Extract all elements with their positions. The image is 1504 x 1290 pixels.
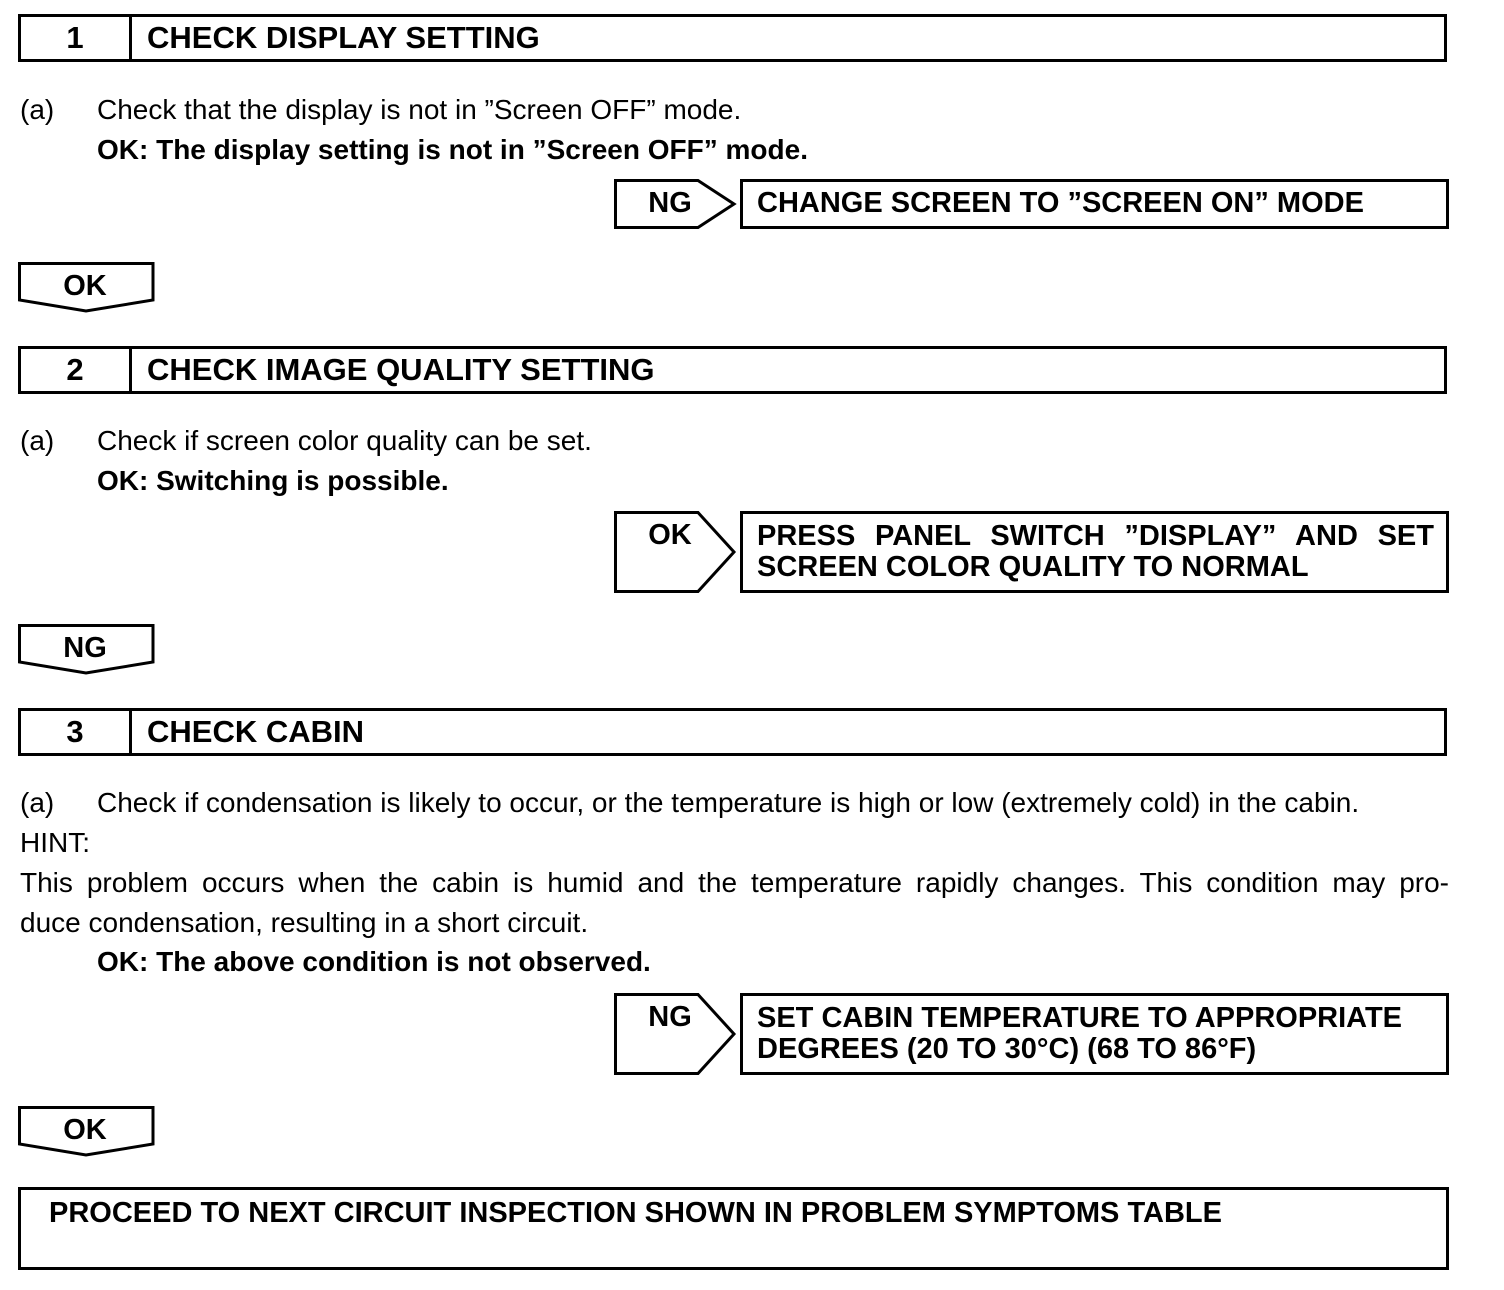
continue-label: NG	[63, 632, 107, 664]
step-3-ok-criterion: OK: The above condition is not observed.	[97, 946, 651, 977]
step-2-header	[18, 346, 1447, 394]
step-number: 2	[21, 349, 132, 391]
step-number: 3	[21, 711, 132, 753]
action-line: PRESS PANEL SWITCH ”DISPLAY” AND SET	[757, 520, 1434, 552]
hint-text-line-1: This problem occurs when the cabin is humid and the temperature rapidly changes. This condition may pro-	[20, 867, 1449, 898]
action-text-line-1	[757, 521, 1434, 552]
item-marker: (a)	[20, 425, 55, 456]
step-2-ok-criterion: OK: Switching is possible.	[97, 465, 449, 496]
hint-label: HINT:	[20, 827, 90, 858]
step-title: CHECK CABIN	[147, 714, 364, 749]
step-1-action-box	[740, 179, 1449, 229]
step-1-header	[18, 14, 1447, 62]
hint-text-line-2: duce condensation, resulting in a short circuit.	[20, 907, 589, 938]
action-text: CHANGE SCREEN TO ”SCREEN ON” MODE	[757, 187, 1364, 219]
step-2-instruction: Check if screen color quality can be set.	[97, 425, 592, 456]
item-marker: (a)	[20, 94, 55, 125]
step-3-action-box	[740, 993, 1449, 1075]
final-action-text: PROCEED TO NEXT CIRCUIT INSPECTION SHOWN IN PROBLEM SYMPTOMS TABLE	[49, 1197, 1222, 1229]
action-text-line-1: SET CABIN TEMPERATURE TO APPROPRIATE	[757, 1002, 1403, 1034]
branch-label: OK	[648, 519, 692, 551]
action-text-line-2: DEGREES (20 TO 30°C) (68 TO 86°F)	[757, 1033, 1257, 1065]
step-title: CHECK IMAGE QUALITY SETTING	[147, 352, 655, 387]
final-action-box	[18, 1187, 1449, 1270]
action-text-line-2: SCREEN COLOR QUALITY TO NORMAL	[757, 551, 1309, 583]
step-3-header	[18, 708, 1447, 756]
step-2-action-box	[740, 511, 1449, 593]
continue-label: OK	[63, 1114, 107, 1146]
step-3-instruction: Check if condensation is likely to occur, or the temperature is high or low (extremely cold) in the cabin.	[97, 787, 1360, 818]
step-1-instruction: Check that the display is not in ”Screen OFF” mode.	[97, 94, 742, 125]
continue-label: OK	[63, 270, 107, 302]
branch-label: NG	[648, 187, 692, 219]
item-marker: (a)	[20, 787, 55, 818]
step-title: CHECK DISPLAY SETTING	[147, 20, 540, 55]
step-1-ok-criterion: OK: The display setting is not in ”Screen OFF” mode.	[97, 134, 808, 165]
step-number: 1	[21, 17, 132, 59]
branch-label: NG	[648, 1001, 692, 1033]
